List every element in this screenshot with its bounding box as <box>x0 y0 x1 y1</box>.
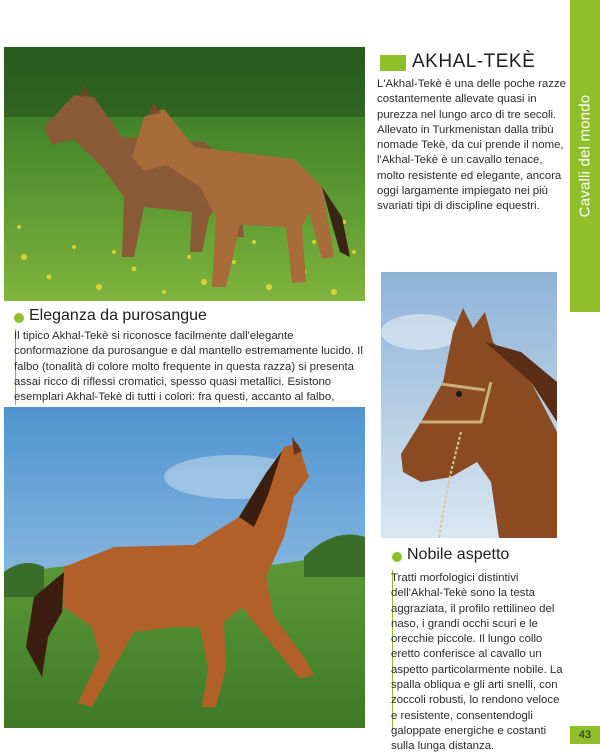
section-bullet-icon <box>14 313 24 323</box>
section-title-nobile: Nobile aspetto <box>407 546 510 563</box>
photo-horse-head <box>381 272 557 538</box>
foals-illustration <box>4 47 365 301</box>
photo-two-foals <box>4 47 365 301</box>
section-bullet-icon <box>392 552 402 562</box>
section-text-nobile: Tratti morfologici distintivi dell'Akhal-Tekè sono la testa aggraziata, il profilo rettilineo del naso, i grandi occhi scuri e le orecchie piccole. Il lungo collo eretto conferisce al cavallo un aspetto particolarmente nobile. La spalla obliqua e gli arti snelli, con zoccoli robusti, lo rendono veloce e resistente, consentendogli galoppate energiche e costanti sulla lunga distanza. <box>391 572 563 753</box>
section-text-eleganza: Il tipico Akhal-Tekè si riconosce facilmente dall'elegante conformazione da purosangue e dal mantello estremamente lucido. Il falbo (tonalità di colore molto frequente in questa razza) si presenta assai ricco di riflessi cromatici, spesso quasi metallici. Esistono esemplari Akhal-Tekè di tutti i colori: fra questi, accanto al falbo, <box>14 330 363 404</box>
page-title: AKHAL-TEKÈ <box>412 51 536 72</box>
section-title-eleganza: Eleganza da purosangue <box>29 307 207 324</box>
chapter-tab-label: Cavalli del mondo <box>576 94 594 218</box>
page-number: 43 <box>570 726 600 744</box>
galloping-horse-illustration <box>4 407 365 728</box>
photo-galloping-horse <box>4 407 365 728</box>
title-accent-bar <box>380 55 406 71</box>
horse-head-illustration <box>381 272 557 538</box>
intro-paragraph: L'Akhal-Tekè è una delle poche razze costantemente allevate quasi in purezza nel lungo arco di tre secoli. Allevato in Turkmenistan dalla tribù nomade Tekè, da cui prende il nome, l'Akhal-Tekè è un cavallo tenace, molto resistente ed elegante, ancora oggi largamente impiegato nei più svariati tipi di discipline equestri. <box>377 78 566 213</box>
